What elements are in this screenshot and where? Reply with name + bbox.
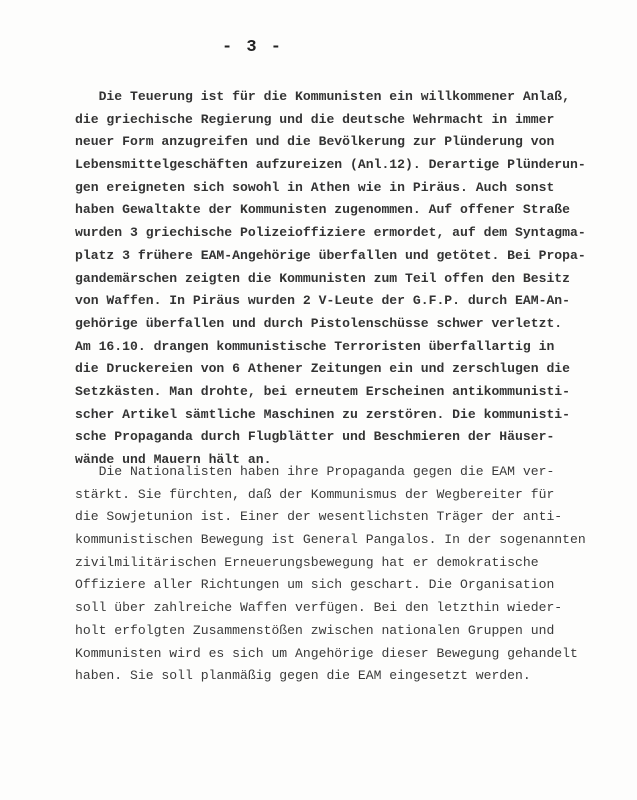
text-line: Kommunisten wird es sich um Angehörige dieser Bewegung gehandelt (75, 645, 578, 661)
text-line: scher Artikel sämtliche Maschinen zu zerstören. Die kommunisti- (75, 406, 571, 422)
text-line: zivilmilitärischen Erneuerungsbewegung hat er demokratische (75, 554, 539, 570)
text-line: gandemärschen zeigten die Kommunisten zum Teil offen den Besitz (75, 270, 571, 286)
text-line: wurden 3 griechische Polizeioffiziere ermordet, auf dem Syntagma- (75, 225, 586, 241)
paragraph-1 (75, 86, 586, 472)
text-line: Am 16.10. drangen kommunistische Terroristen überfallartig in (75, 338, 555, 354)
text-line: die Sowjetunion ist. Einer der wesentlichsten Träger der anti- (75, 509, 563, 525)
text-line: Die Teuerung ist für die Kommunisten ein willkommener Anlaß, (75, 89, 571, 104)
text-line: Setzkästen. Man drohte, bei erneutem Erscheinen antikommunisti- (75, 383, 571, 399)
text-line: soll über zahlreiche Waffen verfügen. Bei den letzthin wieder- (75, 600, 563, 616)
paragraph-2 (75, 461, 586, 688)
text-line: die Druckereien von 6 Athener Zeitungen ein und zerschlugen die (75, 361, 571, 377)
text-line: neuer Form anzugreifen und die Bevölkerung zur Plünderung von (75, 134, 555, 150)
text-line: kommunistischen Bewegung ist General Pangalos. In der sogenannten (75, 532, 586, 548)
text-line: von Waffen. In Piräus wurden 2 V-Leute der G.F.P. durch EAM-An- (75, 293, 571, 309)
text-line: haben. Sie soll planmäßig gegen die EAM eingesetzt werden. (75, 668, 531, 684)
text-line: haben Gewaltakte der Kommunisten zugenommen. Auf offener Straße (75, 202, 571, 218)
text-line: Die Nationalisten haben ihre Propaganda gegen die EAM ver- (75, 464, 555, 479)
text-line: wände und Mauern hält an. (75, 452, 272, 467)
text-line: holt erfolgten Zusammenstößen zwischen nationalen Gruppen und (75, 622, 555, 638)
text-line: gen ereigneten sich sowohl in Athen wie in Piräus. Auch sonst (75, 179, 555, 195)
text-line: stärkt. Sie fürchten, daß der Kommunismus der Wegbereiter für (75, 486, 555, 502)
text-line: Lebensmittelgeschäften aufzureizen (Anl.12). Derartige Plünderun- (75, 157, 586, 173)
page-number: - 3 - (222, 38, 284, 57)
text-line: platz 3 frühere EAM-Angehörige überfallen und getötet. Bei Propa- (75, 247, 586, 263)
text-line: Offiziere aller Richtungen um sich geschart. Die Organisation (75, 577, 555, 593)
text-line: sche Propaganda durch Flugblätter und Beschmieren der Häuser- (75, 429, 555, 445)
text-line: gehörige überfallen und durch Pistolenschüsse schwer verletzt. (75, 315, 563, 331)
text-line: die griechische Regierung und die deutsche Wehrmacht in immer (75, 111, 555, 127)
